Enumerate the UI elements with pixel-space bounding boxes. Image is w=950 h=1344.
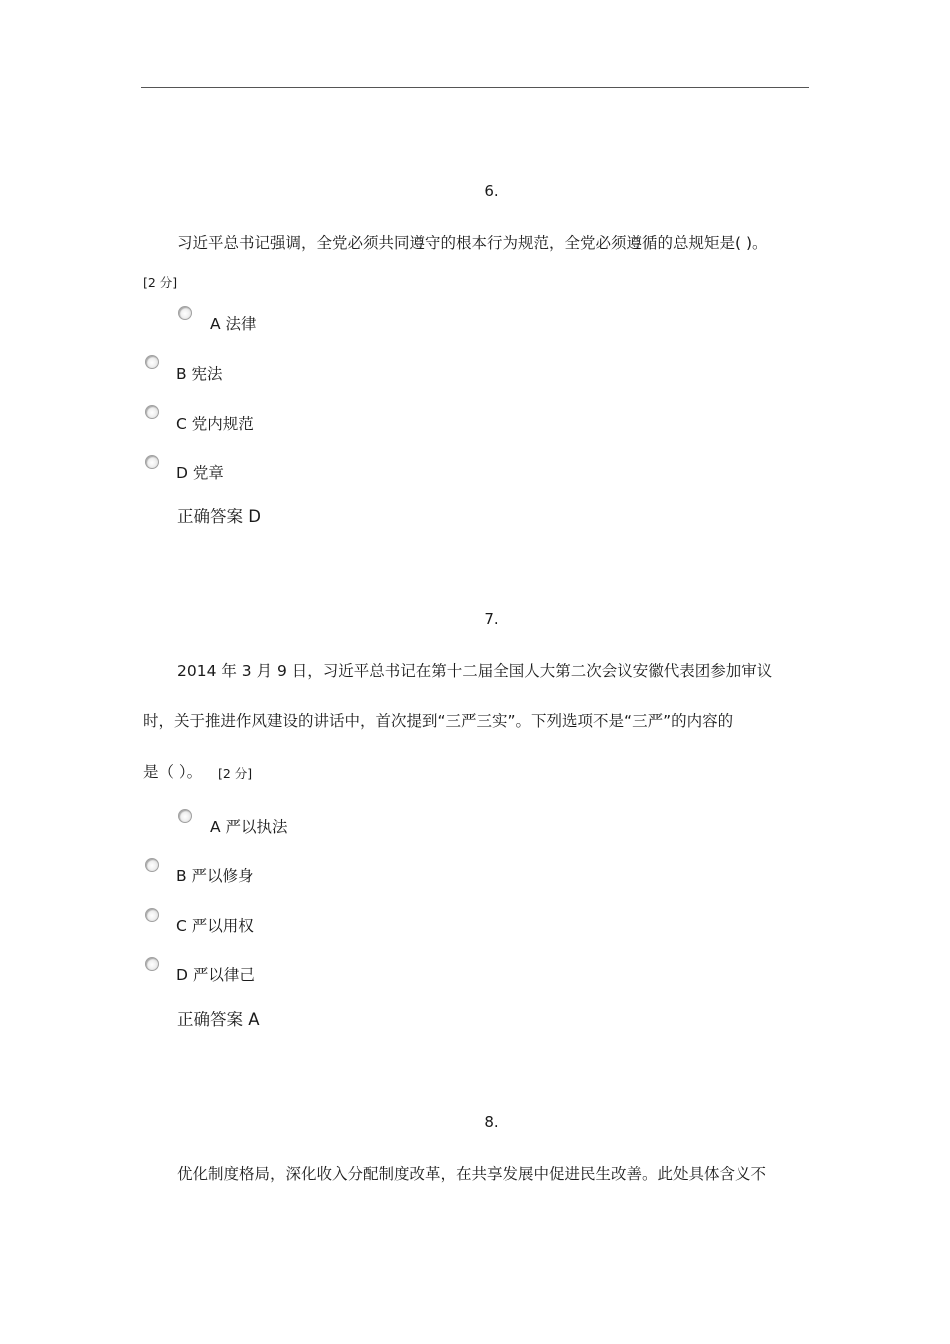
question-number: 7. [484,610,499,628]
option-label: C 党内规范 [176,415,254,433]
question-text-line: 时，关于推进作风建设的讲话中，首次提到“三严三实”。下列选项不是“三严”的内容的 [143,712,734,730]
correct-answer: 正确答案 A [177,1010,260,1029]
radio-button[interactable] [178,809,192,823]
header-divider [141,87,809,88]
radio-button[interactable] [145,355,159,369]
option-label: C 严以用权 [176,917,254,935]
option-label: B 严以修身 [176,867,254,885]
question-text-line: 是（ ）。 [143,763,203,781]
option-label: A 严以执法 [210,818,288,836]
radio-button[interactable] [145,455,159,469]
radio-button[interactable] [178,306,192,320]
option-label: D 严以律己 [176,966,255,984]
correct-answer: 正确答案 D [177,507,261,526]
radio-button[interactable] [145,405,159,419]
option-label: D 党章 [176,464,224,482]
question-points: [2 分] [143,275,178,290]
question-number: 8. [484,1113,499,1131]
option-label: A 法律 [210,315,257,333]
radio-button[interactable] [145,908,159,922]
question-points: [2 分] [218,766,253,781]
question-number: 6. [484,182,499,200]
radio-button[interactable] [145,957,159,971]
radio-button[interactable] [145,858,159,872]
question-text-line: 2014 年 3 月 9 日，习近平总书记在第十二届全国人大第二次会议安徽代表团参加审议 [177,662,773,680]
question-text: 习近平总书记强调，全党必须共同遵守的根本行为规范，全党必须遵循的总规矩是( )。 [177,234,768,252]
question-text: 优化制度格局，深化收入分配制度改革，在共享发展中促进民生改善。此处具体含义不 [177,1165,767,1183]
option-label: B 宪法 [176,365,223,383]
